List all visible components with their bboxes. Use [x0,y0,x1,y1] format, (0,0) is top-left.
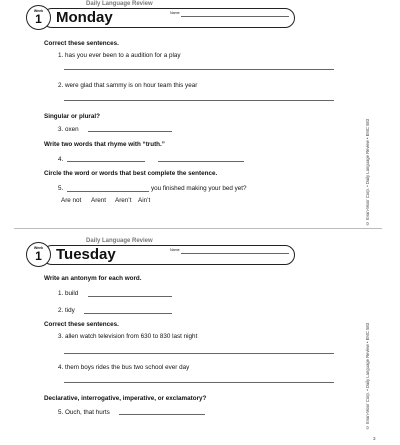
day-title: Tuesday [56,246,116,263]
answer-line[interactable] [84,313,172,314]
question-1: 1. build [58,290,79,297]
name-label: Name [170,248,180,252]
week-badge [26,5,51,30]
answer-line[interactable] [119,414,205,415]
question-3: 3. allen watch television from 630 to 830 last night [58,333,198,340]
question-4: 4. [58,156,64,163]
name-line[interactable] [181,16,289,17]
question-5-number: 5. [58,185,64,192]
answer-line[interactable] [158,161,244,162]
header-title: Daily Language Review [86,1,153,7]
week-label: Week [33,246,44,250]
section-heading: Circle the word or words that best complete the sentence. [44,170,218,177]
page-number: 3 [373,436,376,441]
answer-line[interactable] [64,353,334,354]
name-line[interactable] [181,253,289,254]
copyright-side: © Evan-Moor Corp. • Daily Language Review • EMC 583 [365,322,370,430]
week-label: Week [33,9,44,13]
name-label: Name [170,11,180,15]
question-3: 3. oxen [58,126,79,133]
answer-line[interactable] [67,191,149,192]
day-title: Monday [56,9,113,26]
option-1[interactable]: Arent [91,197,107,204]
question-2: 2. were glad that sammy is on hour team this year [58,82,198,89]
question-5-text: you finished making your bed yet? [151,185,247,192]
answer-line[interactable] [88,296,172,297]
question-2: 2. tidy [58,307,75,314]
answer-line[interactable] [88,131,172,132]
week-badge [26,242,51,267]
option-0[interactable]: Are not [61,197,82,204]
option-3[interactable]: Ain’t [138,197,151,204]
week-number: 1 [35,249,42,263]
answer-line[interactable] [64,382,334,383]
answer-line[interactable] [67,161,145,162]
answer-line[interactable] [64,100,334,101]
question-1: 1. has you ever been to a audition for a play [58,52,181,59]
section-heading: Declarative, interrogative, imperative, or exclamatory? [44,395,207,402]
section-heading: Correct these sentences. [44,321,119,328]
header-title: Daily Language Review [86,238,153,244]
question-5: 5. Ouch, that hurts [58,409,110,416]
answer-line[interactable] [64,69,334,70]
week-number: 1 [35,12,42,26]
section-heading: Correct these sentences. [44,40,119,47]
question-4: 4. them boys rides the bus two school ever day [58,364,190,371]
divider [14,228,382,229]
section-heading: Singular or plural? [44,113,100,120]
section-heading: Write an antonym for each word. [44,275,142,282]
option-2[interactable]: Aren’t [115,197,132,204]
copyright-side: © Evan-Moor Corp. • Daily Language Review • EMC 583 [365,118,370,226]
section-heading: Write two words that rhyme with “truth.” [44,141,165,148]
